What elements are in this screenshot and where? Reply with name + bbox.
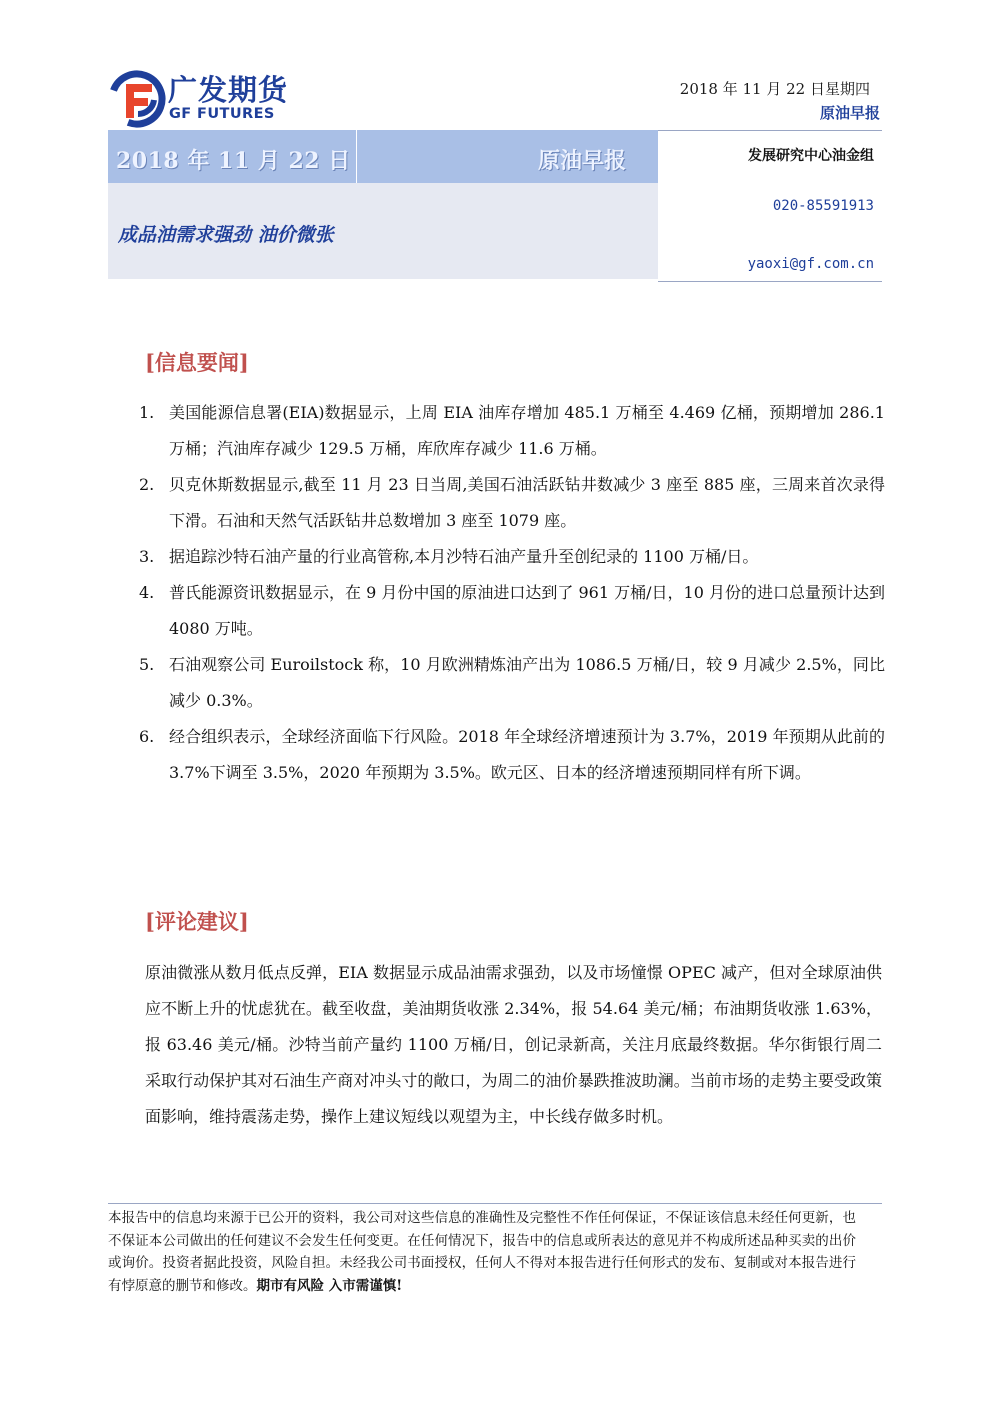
news-item-number: 5. — [139, 655, 155, 674]
report-type-label: 原油早报 — [819, 104, 880, 122]
contact-phone: 020-85591913 — [772, 198, 874, 214]
news-item-text: 美国能源信息署(EIA)数据显示，上周 EIA 油库存增加 485.1 万桶至 4.469 亿桶，预期增加 286.1 万桶；汽油库存减少 129.5 万桶，库欣库存减少 11.6 万桶。 — [169, 403, 885, 458]
report-headline: 成品油需求强劲 油价微张 — [118, 224, 334, 246]
news-section-title: [信息要闻] — [145, 350, 249, 375]
disclaimer-rule — [108, 1203, 882, 1204]
news-item — [139, 467, 885, 539]
commentary-section-title: [评论建议] — [145, 909, 249, 934]
news-item-number: 6. — [139, 727, 155, 746]
disclaimer — [108, 1207, 856, 1297]
contact-bottom-rule — [658, 281, 882, 282]
contact-top-rule — [658, 130, 882, 131]
news-item-text: 经合组织表示，全球经济面临下行风险。2018 年全球经济增速预计为 3.7%，2019 年预期从此前的 3.7%下调至 3.5%，2020 年预期为 3.5%。欧元区、日本的经济增速预期同样有所下调。 — [169, 727, 885, 782]
header-band-divider — [356, 130, 357, 183]
gf-logo-mark-icon — [108, 70, 166, 128]
disclaimer-text: 本报告中的信息均来源于已公开的资料，我公司对这些信息的准确性及完整性不作任何保证，不保证该信息未经任何更新，也不保证本公司做出的任何建议不会发生任何变更。在任何情况下，报告中的信息或所表达的意见并不构成所述品种买卖的出价或询价。投资者据此投资，风险自担。未经我公司书面授权，任何人不得对本报告进行任何形式的发布、复制或对本报告进行有悖原意的删节和修改。 — [108, 1210, 856, 1294]
news-item-text: 贝克休斯数据显示,截至 11 月 23 日当周,美国石油活跃钻井数减少 3 座至 885 座，三周来首次录得下滑。石油和天然气活跃钻井总数增加 3 座至 1079 座。 — [169, 475, 885, 530]
news-item — [139, 395, 885, 467]
news-item — [139, 647, 885, 719]
logo-english-name: GF FUTURES — [169, 106, 275, 122]
news-item-text: 普氏能源资讯数据显示，在 9 月份中国的原油进口达到了 961 万桶/日，10 月份的进口总量预计达到 4080 万吨。 — [169, 583, 885, 638]
commentary-text: 原油微涨从数月低点反弹，EIA 数据显示成品油需求强劲，以及市场憧憬 OPEC 减产，但对全球原油供应不断上升的忧虑犹在。截至收盘，美油期货收涨 2.34%，报 54.64 美元/桶；布油期货收涨 1.63%，报 63.46 美元/桶。沙特当前产量约 1100 万桶/日，创记录新高，关注月底最终数据。华尔街银行周二采取行动保护其对石油生产商对冲头寸的敞口，为周二的油价暴跌推波助澜。当前市场的走势主要受政策面影响，维持震荡走势，操作上建议短线以观望为主，中长线存做多时机。 — [145, 963, 882, 1126]
logo-chinese-name: 广发期货 — [168, 73, 289, 107]
news-item — [139, 539, 885, 575]
news-item-text: 据追踪沙特石油产量的行业高管称,本月沙特石油产量升至创纪录的 1100 万桶/日。 — [169, 547, 759, 566]
news-item-number: 1. — [139, 403, 155, 422]
department-name: 发展研究中心油金组 — [748, 148, 874, 164]
risk-warning: 期市有风险 入市需谨慎! — [256, 1277, 403, 1294]
news-item-number: 4. — [139, 583, 155, 602]
header-title: 原油早报 — [538, 148, 627, 174]
news-item — [139, 719, 885, 791]
company-logo — [108, 70, 358, 128]
contact-email-link[interactable]: yaoxi@gf.com.cn — [747, 256, 874, 272]
news-item-number: 3. — [139, 547, 155, 566]
header-date: 2018 年 11 月 22 日 — [116, 148, 351, 174]
news-list — [139, 395, 885, 791]
news-item — [139, 575, 885, 647]
news-item-text: 石油观察公司 Euroilstock 称，10 月欧洲精炼油产出为 1086.5 万桶/日，较 9 月减少 2.5%，同比减少 0.3%。 — [169, 655, 885, 710]
news-item-number: 2. — [139, 475, 155, 494]
report-date-line: 2018 年 11 月 22 日星期四 — [679, 80, 870, 98]
